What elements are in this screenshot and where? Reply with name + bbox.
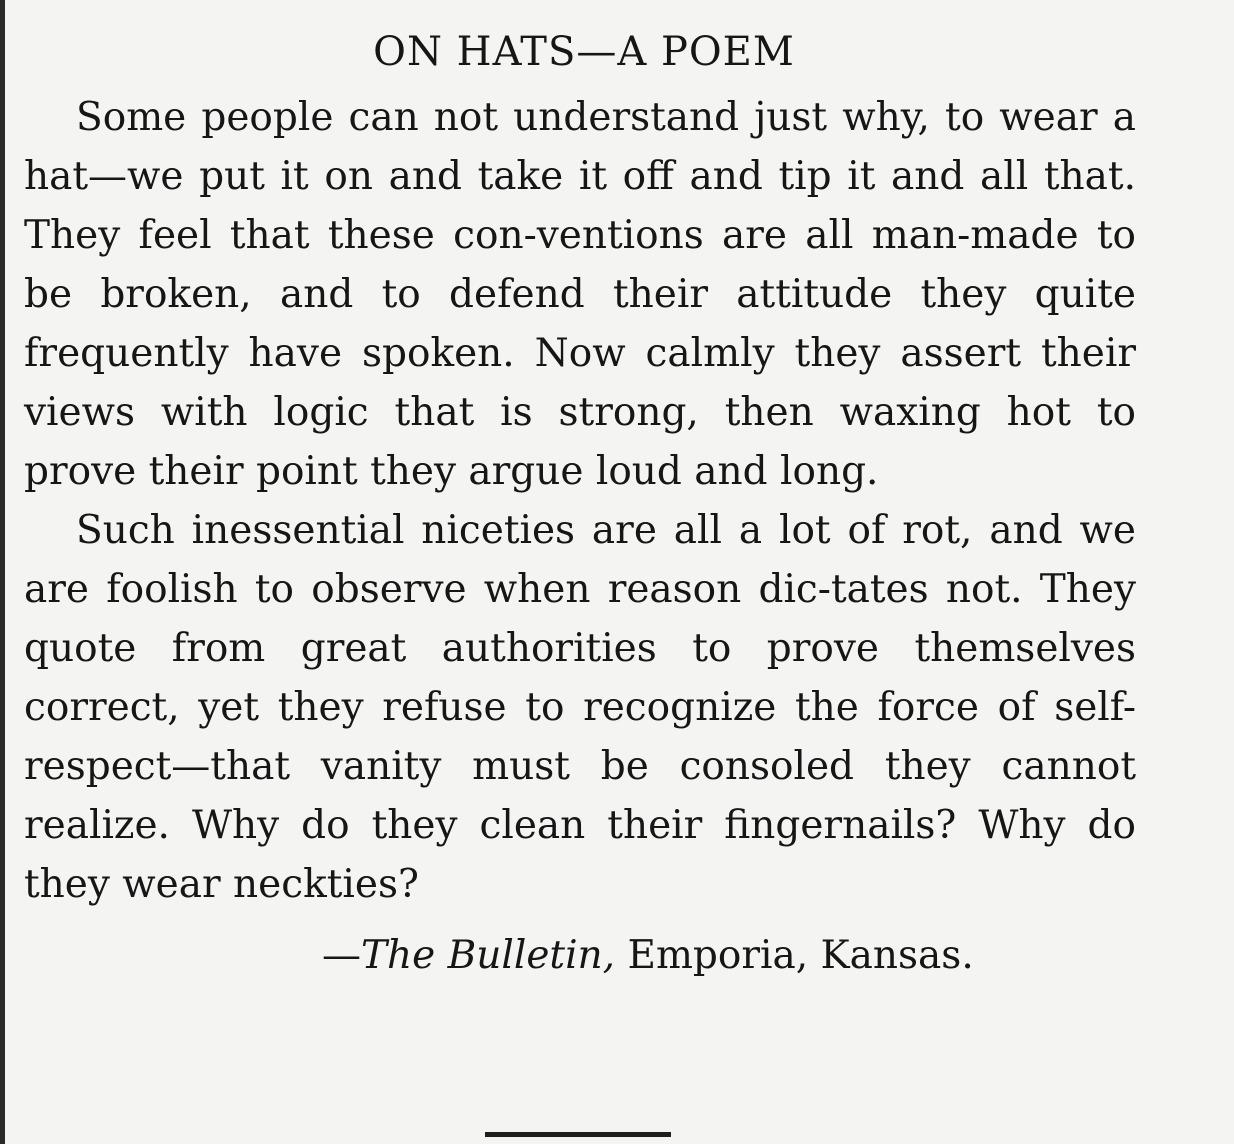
page-edge-rule [0, 0, 5, 1144]
credit-dash: — [322, 933, 361, 978]
credit-location: Emporia, Kansas. [615, 933, 974, 978]
section-divider [485, 1132, 671, 1137]
source-credit [24, 926, 1136, 985]
credit-publication: The Bulletin, [361, 933, 616, 978]
paragraph-1: Some people can not understand just why, to wear a hat—we put it on and take it off and tip it and all that. They feel that these con-ventions are all man-made to be broken, and to defend their attitude they quite frequently have spoken. Now calmly they assert their views with logic that is strong, then waxing hot to prove their point they argue loud and long. [24, 95, 1136, 494]
article-title: ON HATS—A POEM [373, 29, 795, 75]
paragraph-2: Such inessential niceties are all a lot of rot, and we are foolish to observe when reason dic-tates not. They quote from great authorities to prove themselves correct, yet they refuse to recognize the force of self-respect—that vanity must be consoled they cannot realize. Why do they clean their fingernails? Why do they wear neckties? [24, 508, 1136, 907]
article [24, 30, 1136, 985]
